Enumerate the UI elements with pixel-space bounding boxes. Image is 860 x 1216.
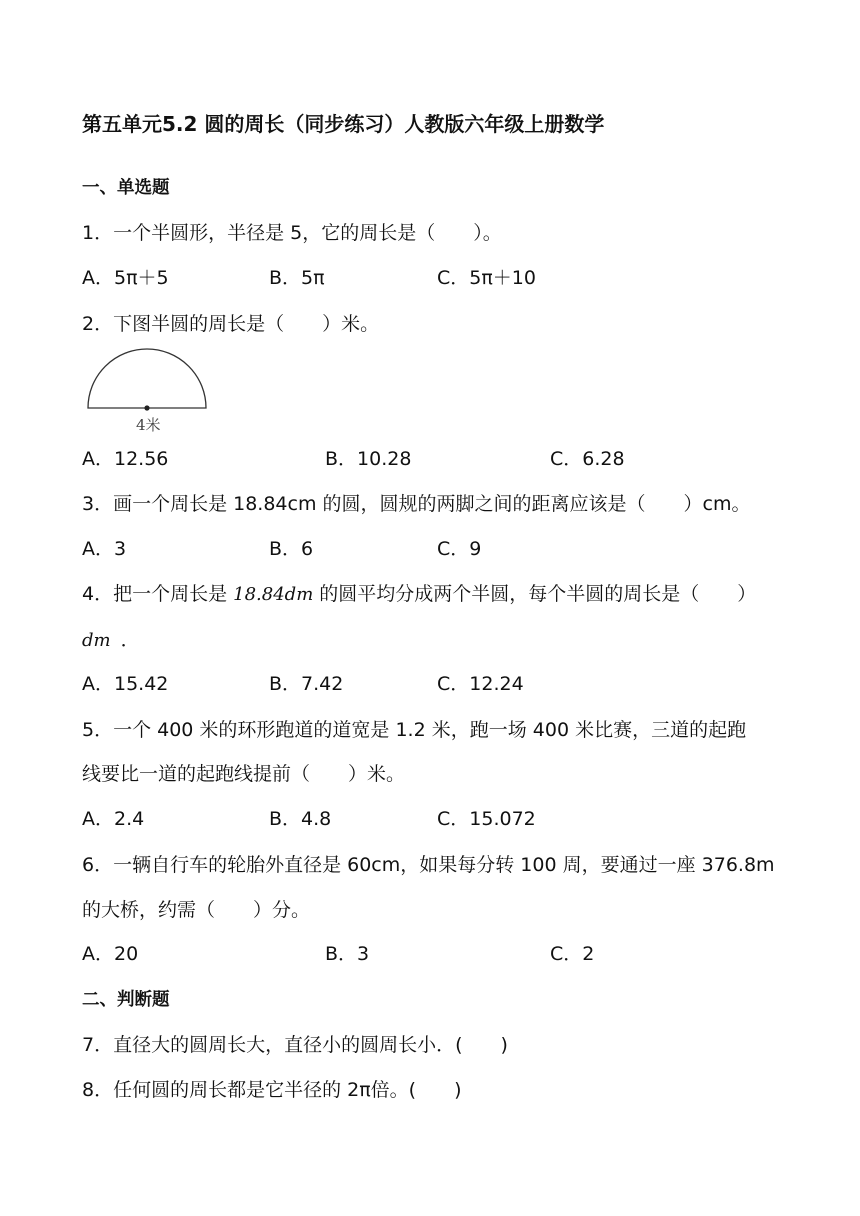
question-4-option-b: B．7.42 bbox=[269, 673, 344, 695]
question-8-stem: 8．任何圆的周长都是它半径的 2π倍。( ) bbox=[82, 1079, 462, 1101]
question-2-option-b: B．10.28 bbox=[325, 448, 412, 470]
question-4-option-c: C．12.24 bbox=[437, 673, 524, 695]
center-point bbox=[144, 405, 149, 410]
question-6-option-b: B．3 bbox=[325, 943, 370, 965]
semicircle-arc bbox=[88, 349, 206, 408]
question-3-stem: 3．画一个周长是 18.84cm 的圆，圆规的两脚之间的距离应该是（ ）cm。 bbox=[82, 493, 751, 515]
question-5-option-b: B．4.8 bbox=[269, 808, 332, 830]
question-1-option-c: C．5π＋10 bbox=[437, 267, 536, 289]
question-6-stem-line-1: 6．一辆自行车的轮胎外直径是 60cm，如果每分转 100 周，要通过一座 376.8m bbox=[82, 854, 775, 876]
question-5-option-a: A．2.4 bbox=[82, 808, 145, 830]
semicircle-figure bbox=[84, 344, 210, 436]
section-heading-single-choice: 一、单选题 bbox=[82, 178, 170, 198]
question-1-stem: 1．一个半圆形，半径是 5，它的周长是（ ）。 bbox=[82, 222, 502, 244]
question-1-option-b: B．5π bbox=[269, 267, 325, 289]
question-3-option-b: B．6 bbox=[269, 538, 314, 560]
question-6-option-c: C．2 bbox=[550, 943, 595, 965]
section-heading-true-false: 二、判断题 bbox=[82, 990, 170, 1010]
question-4-option-a: A．15.42 bbox=[82, 673, 169, 695]
question-3-option-a: A．3 bbox=[82, 538, 127, 560]
question-4-stem-line-1 bbox=[82, 581, 756, 608]
question-4-stem-line-2 bbox=[82, 627, 140, 654]
question-6-option-a: A．20 bbox=[82, 943, 139, 965]
question-4-circumference-math: 18.84dm bbox=[233, 584, 314, 605]
question-2-option-a: A．12.56 bbox=[82, 448, 169, 470]
question-1-option-a: A．5π＋5 bbox=[82, 267, 169, 289]
question-2-stem: 2．下图半圆的周长是（ ）米。 bbox=[82, 313, 380, 335]
question-5-stem-line-1: 5．一个 400 米的环形跑道的道宽是 1.2 米，跑一场 400 米比赛，三道的起跑 bbox=[82, 719, 747, 741]
diameter-label: 4米 bbox=[136, 416, 161, 434]
question-7-stem: 7．直径大的圆周长大，直径小的圆周长小．( ) bbox=[82, 1034, 508, 1056]
question-3-option-c: C．9 bbox=[437, 538, 482, 560]
question-2-option-c: C．6.28 bbox=[550, 448, 625, 470]
question-6-stem-line-2: 的大桥，约需（ ）分。 bbox=[82, 899, 311, 921]
question-4-stem-end: ． bbox=[120, 629, 140, 651]
question-4-stem-pre: 4．把一个周长是 bbox=[82, 583, 234, 605]
question-5-stem-line-2: 线要比一道的起跑线提前（ ）米。 bbox=[82, 763, 406, 785]
question-4-stem-post: 的圆平均分成两个半圆，每个半圆的周长是（ ） bbox=[313, 583, 757, 605]
question-4-unit-math: dm bbox=[82, 630, 111, 651]
page-title: 第五单元5.2 圆的周长（同步练习）人教版六年级上册数学 bbox=[82, 112, 605, 136]
question-5-option-c: C．15.072 bbox=[437, 808, 536, 830]
